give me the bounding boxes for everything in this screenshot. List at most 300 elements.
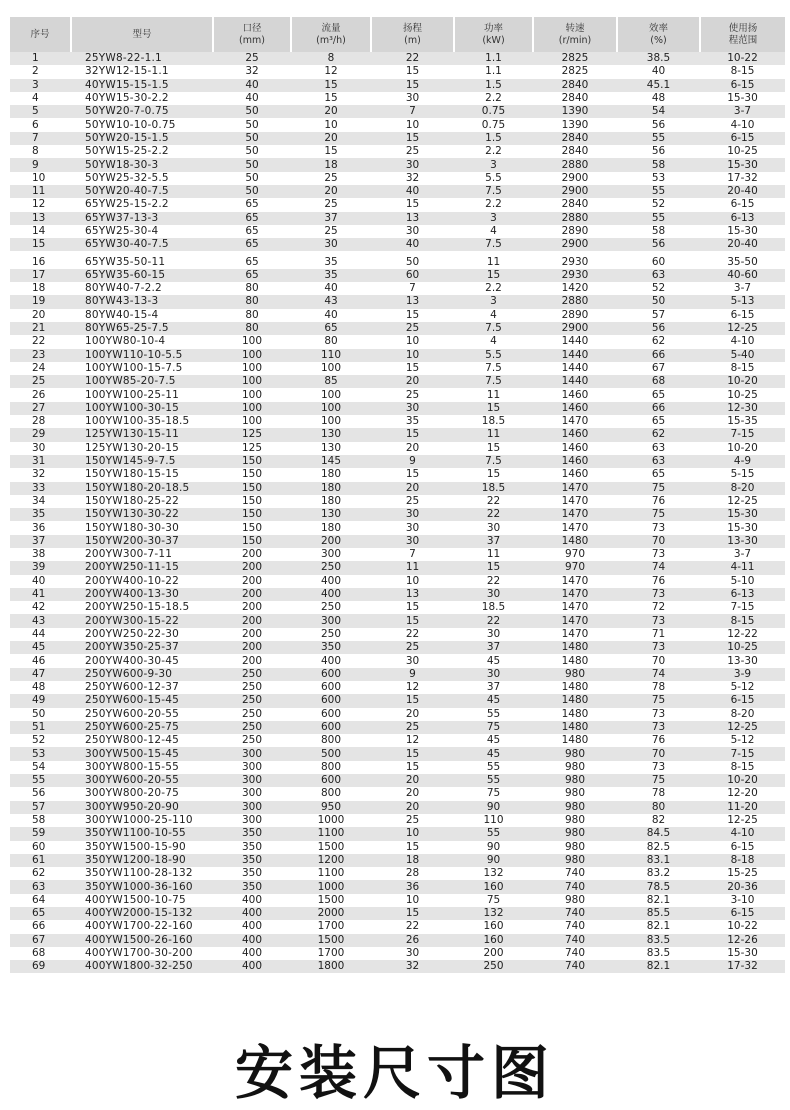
cell-flow: 600 [291, 774, 371, 787]
cell-power: 90 [454, 801, 533, 814]
cell-flow: 145 [291, 455, 371, 468]
cell-power: 7.5 [454, 375, 533, 388]
cell-speed: 740 [533, 960, 617, 973]
cell-power: 7.5 [454, 455, 533, 468]
cell-model: 65YW37-13-3 [71, 212, 213, 225]
cell-flow: 15 [291, 79, 371, 92]
cell-model: 32YW12-15-1.1 [71, 65, 213, 78]
header-row [10, 17, 785, 52]
cell-flow: 1500 [291, 894, 371, 907]
cell-efficiency: 78.5 [617, 880, 700, 893]
cell-index: 54 [10, 761, 71, 774]
header-head: 扬程 (m) [371, 17, 454, 52]
cell-speed: 2840 [533, 92, 617, 105]
cell-diameter: 200 [213, 575, 291, 588]
cell-head: 20 [371, 787, 454, 800]
cell-flow: 600 [291, 681, 371, 694]
table-row [10, 535, 785, 548]
cell-power: 15 [454, 402, 533, 415]
cell-head-range: 3-7 [700, 282, 785, 295]
cell-head: 13 [371, 212, 454, 225]
cell-index: 46 [10, 654, 71, 667]
table-row [10, 827, 785, 840]
cell-head: 10 [371, 349, 454, 362]
cell-speed: 740 [533, 947, 617, 960]
cell-speed: 2840 [533, 145, 617, 158]
cell-speed: 1480 [533, 708, 617, 721]
cell-flow: 600 [291, 721, 371, 734]
cell-diameter: 400 [213, 947, 291, 960]
table-row [10, 947, 785, 960]
cell-power: 15 [454, 468, 533, 481]
cell-power: 7.5 [454, 238, 533, 253]
cell-head-range: 8-18 [700, 854, 785, 867]
cell-flow: 100 [291, 362, 371, 375]
table-row [10, 145, 785, 158]
cell-head: 12 [371, 681, 454, 694]
cell-head-range: 8-15 [700, 761, 785, 774]
cell-index: 67 [10, 934, 71, 947]
cell-model: 150YW180-20-18.5 [71, 482, 213, 495]
cell-head-range: 8-20 [700, 482, 785, 495]
cell-index: 52 [10, 734, 71, 747]
cell-diameter: 80 [213, 282, 291, 295]
table-row [10, 375, 785, 388]
cell-head-range: 5-12 [700, 734, 785, 747]
table-row [10, 198, 785, 211]
table-row [10, 548, 785, 561]
cell-head-range: 10-25 [700, 145, 785, 158]
cell-flow: 25 [291, 198, 371, 211]
cell-power: 55 [454, 827, 533, 840]
cell-head: 26 [371, 934, 454, 947]
cell-index: 69 [10, 960, 71, 973]
cell-head: 20 [371, 708, 454, 721]
cell-head-range: 15-35 [700, 415, 785, 428]
cell-speed: 1390 [533, 118, 617, 131]
cell-efficiency: 62 [617, 428, 700, 441]
cell-efficiency: 56 [617, 322, 700, 335]
cell-speed: 980 [533, 827, 617, 840]
cell-power: 75 [454, 894, 533, 907]
cell-flow: 1500 [291, 841, 371, 854]
table-row [10, 601, 785, 614]
cell-diameter: 150 [213, 455, 291, 468]
cell-index: 61 [10, 854, 71, 867]
cell-head: 15 [371, 841, 454, 854]
cell-efficiency: 71 [617, 628, 700, 641]
cell-speed: 740 [533, 907, 617, 920]
cell-efficiency: 75 [617, 482, 700, 495]
cell-model: 200YW300-15-22 [71, 614, 213, 627]
cell-model: 400YW1500-10-75 [71, 894, 213, 907]
cell-diameter: 150 [213, 468, 291, 481]
cell-head-range: 6-13 [700, 588, 785, 601]
cell-head-range: 20-40 [700, 185, 785, 198]
cell-head: 20 [371, 482, 454, 495]
cell-model: 150YW180-30-30 [71, 521, 213, 534]
cell-flow: 250 [291, 628, 371, 641]
cell-head: 10 [371, 335, 454, 348]
cell-power: 2.2 [454, 282, 533, 295]
cell-power: 15 [454, 561, 533, 574]
cell-power: 18.5 [454, 482, 533, 495]
cell-head-range: 15-30 [700, 92, 785, 105]
cell-head: 15 [371, 907, 454, 920]
cell-flow: 12 [291, 65, 371, 78]
cell-head-range: 12-22 [700, 628, 785, 641]
cell-flow: 18 [291, 158, 371, 171]
cell-efficiency: 70 [617, 747, 700, 760]
cell-speed: 1480 [533, 681, 617, 694]
cell-speed: 1470 [533, 628, 617, 641]
table-row [10, 774, 785, 787]
cell-flow: 200 [291, 535, 371, 548]
cell-power: 22 [454, 575, 533, 588]
cell-model: 300YW800-20-75 [71, 787, 213, 800]
cell-index: 20 [10, 309, 71, 322]
cell-power: 55 [454, 708, 533, 721]
cell-head: 28 [371, 867, 454, 880]
cell-index: 6 [10, 118, 71, 131]
cell-model: 50YW15-25-2.2 [71, 145, 213, 158]
table-row [10, 428, 785, 441]
cell-diameter: 250 [213, 681, 291, 694]
cell-head-range: 11-20 [700, 801, 785, 814]
table-header [10, 17, 785, 52]
cell-efficiency: 82.5 [617, 841, 700, 854]
cell-head: 30 [371, 947, 454, 960]
table-row [10, 309, 785, 322]
cell-head-range: 7-15 [700, 747, 785, 760]
cell-flow: 40 [291, 309, 371, 322]
cell-model: 100YW80-10-4 [71, 335, 213, 348]
cell-model: 100YW100-35-18.5 [71, 415, 213, 428]
cell-model: 200YW400-13-30 [71, 588, 213, 601]
cell-index: 26 [10, 388, 71, 401]
cell-head: 7 [371, 105, 454, 118]
cell-head: 15 [371, 198, 454, 211]
cell-model: 200YW400-10-22 [71, 575, 213, 588]
cell-index: 63 [10, 880, 71, 893]
cell-speed: 740 [533, 920, 617, 933]
cell-speed: 980 [533, 814, 617, 827]
cell-flow: 600 [291, 668, 371, 681]
cell-speed: 1470 [533, 482, 617, 495]
cell-power: 37 [454, 681, 533, 694]
cell-index: 23 [10, 349, 71, 362]
cell-model: 150YW130-30-22 [71, 508, 213, 521]
cell-head: 25 [371, 641, 454, 654]
cell-head-range: 4-9 [700, 455, 785, 468]
cell-power: 11 [454, 548, 533, 561]
cell-diameter: 350 [213, 867, 291, 880]
cell-head: 20 [371, 442, 454, 455]
cell-flow: 1500 [291, 934, 371, 947]
cell-diameter: 50 [213, 158, 291, 171]
cell-index: 13 [10, 212, 71, 225]
cell-model: 250YW600-20-55 [71, 708, 213, 721]
cell-index: 21 [10, 322, 71, 335]
cell-head-range: 7-15 [700, 601, 785, 614]
cell-diameter: 200 [213, 561, 291, 574]
cell-index: 53 [10, 747, 71, 760]
cell-efficiency: 40 [617, 65, 700, 78]
cell-flow: 20 [291, 185, 371, 198]
cell-model: 400YW2000-15-132 [71, 907, 213, 920]
cell-flow: 35 [291, 253, 371, 268]
cell-speed: 980 [533, 787, 617, 800]
cell-speed: 2840 [533, 198, 617, 211]
cell-index: 18 [10, 282, 71, 295]
cell-index: 35 [10, 508, 71, 521]
cell-speed: 2890 [533, 309, 617, 322]
cell-efficiency: 58 [617, 158, 700, 171]
cell-index: 64 [10, 894, 71, 907]
cell-head-range: 12-26 [700, 934, 785, 947]
cell-speed: 980 [533, 761, 617, 774]
cell-power: 30 [454, 628, 533, 641]
cell-flow: 400 [291, 588, 371, 601]
cell-power: 90 [454, 854, 533, 867]
cell-speed: 740 [533, 867, 617, 880]
cell-efficiency: 73 [617, 761, 700, 774]
table-row [10, 442, 785, 455]
cell-power: 250 [454, 960, 533, 973]
cell-flow: 20 [291, 105, 371, 118]
cell-speed: 970 [533, 548, 617, 561]
cell-speed: 980 [533, 894, 617, 907]
cell-diameter: 200 [213, 601, 291, 614]
cell-diameter: 65 [213, 253, 291, 268]
cell-head: 22 [371, 628, 454, 641]
table-row [10, 934, 785, 947]
cell-head: 15 [371, 79, 454, 92]
cell-head-range: 6-15 [700, 198, 785, 211]
cell-flow: 180 [291, 482, 371, 495]
cell-speed: 740 [533, 934, 617, 947]
cell-efficiency: 38.5 [617, 52, 700, 65]
cell-efficiency: 53 [617, 172, 700, 185]
cell-model: 350YW1200-18-90 [71, 854, 213, 867]
cell-index: 49 [10, 694, 71, 707]
cell-speed: 2930 [533, 253, 617, 268]
table-row [10, 654, 785, 667]
cell-flow: 1700 [291, 947, 371, 960]
cell-head: 15 [371, 694, 454, 707]
cell-efficiency: 73 [617, 588, 700, 601]
cell-index: 55 [10, 774, 71, 787]
cell-diameter: 250 [213, 668, 291, 681]
cell-speed: 980 [533, 841, 617, 854]
cell-index: 37 [10, 535, 71, 548]
cell-head: 22 [371, 52, 454, 65]
cell-efficiency: 74 [617, 561, 700, 574]
cell-head: 25 [371, 388, 454, 401]
cell-flow: 100 [291, 388, 371, 401]
cell-power: 4 [454, 335, 533, 348]
cell-power: 7.5 [454, 322, 533, 335]
cell-head-range: 12-25 [700, 814, 785, 827]
cell-head: 15 [371, 309, 454, 322]
cell-flow: 1000 [291, 814, 371, 827]
cell-index: 27 [10, 402, 71, 415]
cell-head: 32 [371, 172, 454, 185]
table-row [10, 801, 785, 814]
cell-head: 30 [371, 158, 454, 171]
cell-head: 20 [371, 375, 454, 388]
cell-model: 400YW1500-26-160 [71, 934, 213, 947]
cell-power: 160 [454, 880, 533, 893]
cell-efficiency: 63 [617, 455, 700, 468]
cell-head-range: 17-32 [700, 172, 785, 185]
cell-speed: 2825 [533, 65, 617, 78]
cell-efficiency: 85.5 [617, 907, 700, 920]
cell-flow: 800 [291, 787, 371, 800]
table-row [10, 118, 785, 131]
table-row [10, 920, 785, 933]
cell-flow: 600 [291, 708, 371, 721]
cell-speed: 1440 [533, 349, 617, 362]
cell-diameter: 300 [213, 747, 291, 760]
cell-head: 9 [371, 668, 454, 681]
cell-head-range: 8-15 [700, 65, 785, 78]
cell-efficiency: 65 [617, 415, 700, 428]
cell-speed: 980 [533, 854, 617, 867]
table-row [10, 238, 785, 253]
header-diameter: 口径 (mm) [213, 17, 291, 52]
cell-efficiency: 50 [617, 295, 700, 308]
cell-flow: 400 [291, 575, 371, 588]
table-row [10, 721, 785, 734]
cell-model: 65YW35-50-11 [71, 253, 213, 268]
cell-head-range: 15-30 [700, 508, 785, 521]
table-row [10, 495, 785, 508]
cell-power: 55 [454, 774, 533, 787]
cell-head: 25 [371, 322, 454, 335]
cell-diameter: 150 [213, 535, 291, 548]
cell-diameter: 300 [213, 801, 291, 814]
cell-power: 30 [454, 668, 533, 681]
cell-model: 300YW950-20-90 [71, 801, 213, 814]
cell-power: 2.2 [454, 198, 533, 211]
cell-diameter: 200 [213, 654, 291, 667]
cell-efficiency: 82.1 [617, 960, 700, 973]
cell-speed: 2880 [533, 295, 617, 308]
cell-model: 200YW300-7-11 [71, 548, 213, 561]
cell-efficiency: 55 [617, 185, 700, 198]
cell-flow: 180 [291, 521, 371, 534]
cell-speed: 1390 [533, 105, 617, 118]
header-head-range: 使用扬 程范围 [700, 17, 785, 52]
cell-flow: 180 [291, 495, 371, 508]
cell-model: 250YW600-15-45 [71, 694, 213, 707]
cell-head-range: 10-20 [700, 442, 785, 455]
cell-flow: 250 [291, 601, 371, 614]
cell-speed: 1480 [533, 734, 617, 747]
table-row [10, 521, 785, 534]
cell-head: 25 [371, 814, 454, 827]
cell-head-range: 8-15 [700, 614, 785, 627]
cell-diameter: 50 [213, 105, 291, 118]
cell-efficiency: 73 [617, 614, 700, 627]
cell-efficiency: 52 [617, 282, 700, 295]
cell-efficiency: 60 [617, 253, 700, 268]
cell-speed: 1460 [533, 455, 617, 468]
cell-efficiency: 73 [617, 521, 700, 534]
table-row [10, 269, 785, 282]
table-row [10, 867, 785, 880]
cell-index: 66 [10, 920, 71, 933]
table-row [10, 415, 785, 428]
cell-power: 3 [454, 158, 533, 171]
cell-diameter: 150 [213, 495, 291, 508]
cell-head-range: 8-20 [700, 708, 785, 721]
cell-index: 7 [10, 132, 71, 145]
cell-index: 17 [10, 269, 71, 282]
cell-power: 110 [454, 814, 533, 827]
cell-diameter: 300 [213, 787, 291, 800]
cell-diameter: 40 [213, 92, 291, 105]
cell-head: 25 [371, 145, 454, 158]
table-row [10, 668, 785, 681]
cell-head: 60 [371, 269, 454, 282]
cell-power: 11 [454, 253, 533, 268]
cell-index: 36 [10, 521, 71, 534]
cell-flow: 20 [291, 132, 371, 145]
cell-diameter: 100 [213, 362, 291, 375]
cell-head-range: 6-15 [700, 907, 785, 920]
cell-power: 160 [454, 934, 533, 947]
cell-head-range: 12-25 [700, 721, 785, 734]
cell-speed: 1440 [533, 375, 617, 388]
cell-head: 30 [371, 654, 454, 667]
table-row [10, 734, 785, 747]
cell-diameter: 50 [213, 185, 291, 198]
cell-model: 300YW600-20-55 [71, 774, 213, 787]
cell-flow: 1100 [291, 827, 371, 840]
cell-diameter: 80 [213, 322, 291, 335]
cell-diameter: 32 [213, 65, 291, 78]
cell-speed: 1470 [533, 614, 617, 627]
cell-efficiency: 55 [617, 132, 700, 145]
cell-power: 45 [454, 747, 533, 760]
cell-speed: 2880 [533, 158, 617, 171]
cell-power: 5.5 [454, 172, 533, 185]
cell-head-range: 12-30 [700, 402, 785, 415]
cell-index: 51 [10, 721, 71, 734]
cell-head-range: 3-7 [700, 105, 785, 118]
cell-head-range: 5-10 [700, 575, 785, 588]
cell-diameter: 100 [213, 388, 291, 401]
cell-speed: 2930 [533, 269, 617, 282]
cell-diameter: 200 [213, 641, 291, 654]
cell-efficiency: 56 [617, 145, 700, 158]
pump-spec-table [10, 17, 785, 973]
cell-head: 13 [371, 295, 454, 308]
cell-flow: 65 [291, 322, 371, 335]
cell-diameter: 250 [213, 694, 291, 707]
cell-head-range: 4-11 [700, 561, 785, 574]
cell-power: 4 [454, 309, 533, 322]
cell-head-range: 13-30 [700, 535, 785, 548]
cell-index: 43 [10, 614, 71, 627]
cell-head: 25 [371, 495, 454, 508]
cell-speed: 1440 [533, 335, 617, 348]
cell-head: 9 [371, 455, 454, 468]
cell-power: 5.5 [454, 349, 533, 362]
cell-index: 33 [10, 482, 71, 495]
